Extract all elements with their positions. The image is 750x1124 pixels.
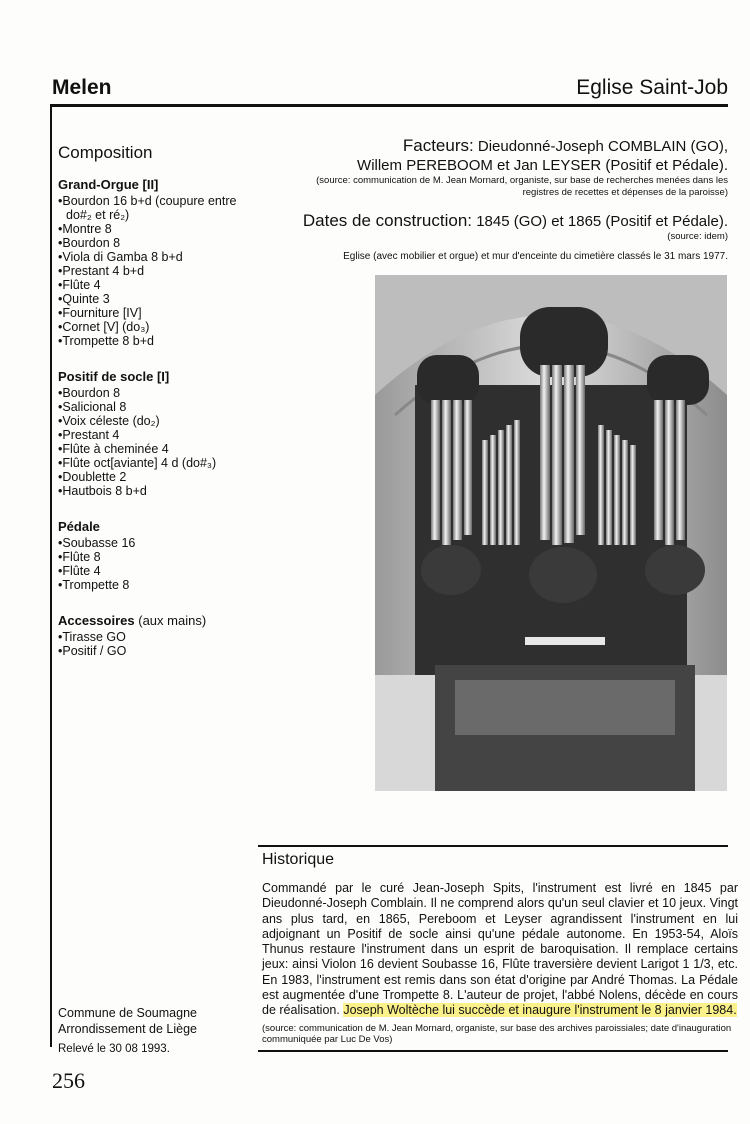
- commune-block: [58, 1005, 197, 1037]
- historique-highlight: Joseph Woltèche lui succède et inaugure l'instrument le 8 janvier 1984.: [343, 1003, 737, 1018]
- facteurs: [288, 136, 728, 175]
- facteurs-source: (source: communication de M. Jean Mornard, organiste, sur base de recherches menées dans les registres de recettes et dépenses de la paroisse): [316, 175, 728, 198]
- stop-item: • Flûte 8: [58, 550, 258, 564]
- stop-item: • Bourdon 8: [58, 386, 258, 400]
- dates-source: (source: idem): [667, 231, 728, 242]
- stop-list: [58, 194, 258, 348]
- section-title-text: Pédale: [58, 519, 100, 534]
- stop-item: • Cornet [V] (do₃): [58, 320, 258, 334]
- stop-list: [58, 386, 258, 498]
- section-title-suffix: (aux mains): [134, 613, 207, 628]
- composition-column: [58, 143, 258, 680]
- composition-sections: [58, 178, 258, 658]
- historique-bottom-rule: [258, 1050, 728, 1052]
- releve-date: Relevé le 30 08 1993.: [58, 1043, 170, 1055]
- stop-item: • Fourniture [IV]: [58, 306, 258, 320]
- section-title: [58, 614, 258, 628]
- stop-item: • Quinte 3: [58, 292, 258, 306]
- historique-heading: Historique: [262, 851, 335, 868]
- organ-photo: [375, 275, 727, 791]
- stop-item: • Flûte oct[aviante] 4 d (do#₃): [58, 456, 258, 470]
- section-title: [58, 370, 258, 384]
- stop-item: • Viola di Gamba 8 b+d: [58, 250, 258, 264]
- stop-item: • Flûte 4: [58, 564, 258, 578]
- dates-value: 1845 (GO) et 1865 (Positif et Pédale).: [476, 213, 728, 230]
- composition-heading: Composition: [58, 143, 153, 162]
- section-title: [58, 178, 258, 192]
- stop-item: • Soubasse 16: [58, 536, 258, 550]
- stop-item: • Tirasse GO: [58, 630, 258, 644]
- section-title: [58, 520, 258, 534]
- stop-item: • Salicional 8: [58, 400, 258, 414]
- stop-item: • Positif / GO: [58, 644, 258, 658]
- header-rule: [50, 104, 728, 107]
- historique-body: Commandé par le curé Jean-Joseph Spits, l'instrument est livré en 1845 par Dieudonné-Joseph Comblain. Il ne comprend alors qu'un seul clavier et 10 jeux. Vingt ans plus tard, en 1865, Pereboom et Leyser agrandissent l'instrument en lui adjoignant un Positif de socle ainsi qu'une pédale autonome. En 1953-54, Aloïs Thunus restaure l'instrument dans un esprit de baroquisation. Il remplace certains jeux: ainsi Violon 16 devient Soubasse 16, Flûte traversière devient Larigot 1 1/3, etc. En 1983, l'instrument est remis dans son état d'origine par André Thomas. La Pédale est augmentée d'une Trompette 8. L'auteur de projet, l'abbé Nolens, décède en cours de réalisation.: [262, 881, 738, 1018]
- stop-item: • Bourdon 8: [58, 236, 258, 250]
- stop-item: • Hautbois 8 b+d: [58, 484, 258, 498]
- historique-rule: [258, 845, 728, 847]
- historique-section: [262, 851, 738, 1045]
- stop-list: [58, 536, 258, 592]
- stop-item: • Bourdon 16 b+d (coupure entre do#₂ et ré₂): [58, 194, 258, 222]
- dates: [288, 211, 728, 231]
- historique-source: (source: communication de M. Jean Mornard, organiste, sur base des archives paroissiales; date d'inauguration communiquée par Luc De Vos): [262, 1022, 732, 1045]
- page-number: 256: [52, 1068, 85, 1093]
- stop-item: • Trompette 8 b+d: [58, 334, 258, 348]
- stop-item: • Flûte 4: [58, 278, 258, 292]
- dates-label: Dates de construction:: [302, 211, 473, 230]
- section-title-text: Accessoires: [58, 613, 135, 628]
- facteurs-label: Facteurs:: [402, 136, 474, 155]
- facteurs-line1: Dieudonné-Joseph COMBLAIN (GO),: [477, 138, 728, 155]
- historique-text: [262, 881, 738, 1019]
- arrondissement-name: Arrondissement de Liège: [58, 1022, 197, 1036]
- stop-item: • Trompette 8: [58, 578, 258, 592]
- commune-name: Commune de Soumagne: [58, 1006, 197, 1020]
- stop-item: • Doublette 2: [58, 470, 258, 484]
- section-title-text: Grand-Orgue [II]: [58, 177, 159, 192]
- facteurs-line2: Willem PEREBOOM et Jan LEYSER (Positif et Pédale).: [357, 157, 728, 174]
- stop-item: • Prestant 4: [58, 428, 258, 442]
- stop-list: [58, 630, 258, 658]
- organ-illustration: [375, 275, 727, 791]
- stop-item: • Prestant 4 b+d: [58, 264, 258, 278]
- left-rule: [50, 107, 52, 1047]
- builders-block: [288, 136, 728, 262]
- church-title: Eglise Saint-Job: [576, 76, 728, 99]
- stop-item: • Voix céleste (do₂): [58, 414, 258, 428]
- classement-note: Eglise (avec mobilier et orgue) et mur d'enceinte du cimetière classés le 31 mars 1977.: [343, 251, 728, 262]
- stop-item: • Montre 8: [58, 222, 258, 236]
- section-title-text: Positif de socle [I]: [58, 369, 170, 384]
- town-title: Melen: [52, 76, 112, 99]
- stop-item: • Flûte à cheminée 4: [58, 442, 258, 456]
